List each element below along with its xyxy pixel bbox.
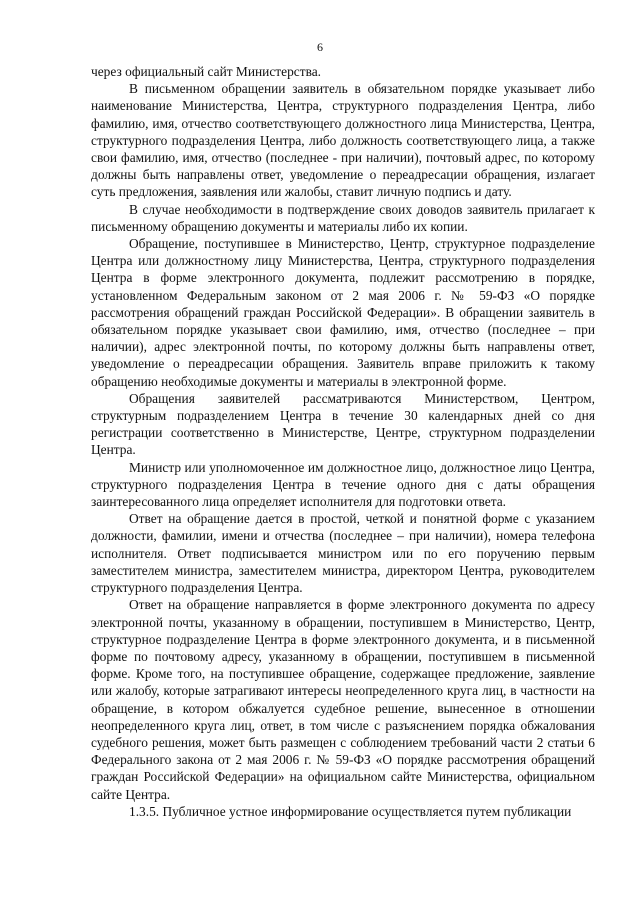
paragraph-answer-form: Ответ на обращение дается в простой, четкой и понятной форме с указанием должности, фамилии, имени и отчества (последнее – при наличии), номера телефона исполнителя. Ответ подписывается министром или по его поручению первым заместителем министра, заместителем министра, директором Центра, руководителем структурного подразделения Центра.: [91, 511, 595, 596]
paragraph-review-period: Обращения заявителей рассматриваются Министерством, Центром, структурным подразделением Центра в течение 30 календарных дней со дня регистрации соответственно в Министерстве, Центре, структурном подразделении Центра.: [91, 390, 595, 458]
paragraph-answer-delivery: Ответ на обращение направляется в форме электронного документа по адресу электронной почты, указанному в обращении, поступившем в Министерство, Центр, структурное подразделение Центра в форме электронного документа, и в письменной форме по почтовому адресу, указанному в обращении, поступившем в письменной форме. Кроме того, на поступившее обращение, содержащее предложение, заявление или жалобу, которые затрагивают интересы неопределенного круга лиц, в частности на обращение, в котором обжалуется судебное решение, вынесенное в отношении неопределенного круга лиц, ответ, в том числе с разъяснением порядка обжалования судебного решения, может быть размещен с соблюдением требований части 2 статьи 6 Федерального закона от 2 мая 2006 г. № 59-ФЗ «О порядке рассмотрения обращений граждан Российской Федерации» на официальном сайте Министерства, официальном сайте Центра.: [91, 597, 595, 802]
paragraph-supporting-documents: В случае необходимости в подтверждение своих доводов заявитель прилагает к письменному обращению документы и материалы либо их копии.: [91, 201, 595, 234]
page-number: 6: [317, 40, 323, 54]
paragraph-electronic-appeal: Обращение, поступившее в Министерство, Центр, структурное подразделение Центра или должностному лицу Министерства, Центра, структурного подразделения Центра в форме электронного документа, подлежит рассмотрению в порядке, установленном Федеральным законом от 2 мая 2006 г. № 59-ФЗ «О порядке рассмотрения обращений граждан Российской Федерации». В обращении заявитель в обязательном порядке указывает свои фамилию, имя, отчество (последнее – при наличии), адрес электронной почты, по которому должны быть направлены ответ, уведомление о переадресации обращения. Заявитель вправе приложить к такому обращению необходимые документы и материалы в электронной форме.: [91, 236, 595, 389]
paragraph-continuation: через официальный сайт Министерства.: [91, 64, 322, 79]
paragraph-written-appeal-requirements: В письменном обращении заявитель в обязательном порядке указывает либо наименование Министерства, Центра, структурного подразделения Центра, либо фамилию, имя, отчество соответствующего должностного лица Министерства, Центра, структурного подразделения Центра, либо должность соответствующего лица, а также свои фамилию, имя, отчество (последнее - при наличии), почтовый адрес, по которому должны быть направлены ответ, уведомление о переадресации обращения, излагает суть предложения, заявления или жалобы, ставит личную подпись и дату.: [91, 81, 595, 200]
paragraph-executor-assignment: Министр или уполномоченное им должностное лицо, должностное лицо Центра, структурного подразделения Центра в течение одного дня с даты обращения заинтересованного лица определяет исполнителя для подготовки ответа.: [91, 459, 595, 510]
paragraph-public-oral-informing: 1.3.5. Публичное устное информирование осуществляется путем публикации: [129, 803, 572, 819]
document-body: [91, 63, 595, 820]
